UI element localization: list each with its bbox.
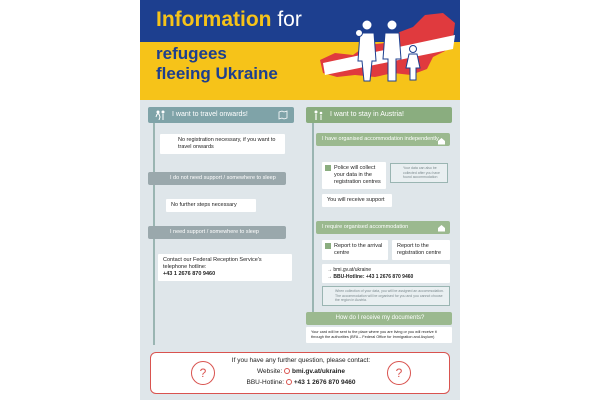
footer-hotline-row [151,379,451,386]
report-arrival-text: Report to the arrival centre [334,243,383,256]
page-title [156,8,302,32]
organised-title: I have organised accommodation independently [322,136,439,142]
website-link[interactable]: bmi.gv.at/ukraine [292,368,345,375]
title-line2: refugees [156,44,227,63]
report-registration-text: Report to the registration centre [397,243,442,256]
documents-title: How do I receive my documents? [335,315,425,321]
poster [140,0,460,400]
side-note-2 [322,286,450,306]
no-support-header [148,172,286,185]
no-further-steps-text: No further steps necessary [171,202,237,208]
title-part2: for [271,8,302,31]
hotline-value[interactable]: +43 1 2676 870 9460 [293,379,356,386]
report-arrival-box [322,240,388,260]
question-bubble-icon: ? [191,361,215,385]
hotline-label: BBU-Hotline: [246,379,285,386]
need-support-title: I need support / somewhere to sleep [170,229,259,235]
globe-icon [284,368,290,374]
documents-text: Your card will be sent to the place where you are living or you will receive it through the authorities (BFA – Federal Office for Immigration and Asylum) [311,330,437,339]
map-icon [278,110,288,120]
contact-text: Contact our Federal Reception Service's telephone hotline: [163,257,262,270]
no-support-title: I do not need support / somewhere to sleep [170,175,276,181]
family-small-icon [312,110,324,120]
require-title: I require organised accommodation [322,224,409,230]
police-collect-text: Police will collect your data in the registration centres [334,165,381,185]
page-subtitle [156,44,278,84]
hotline-line: → BBU-Hotline: +43 1 2676 870 9460 [327,273,414,280]
section-stay-austria [306,107,452,123]
section-travel-onwards-title: I want to travel onwards! [172,111,248,118]
title-part1: Information [156,8,272,31]
house-icon-2 [437,224,446,232]
contact-footer [150,352,450,394]
checkbox-icon [325,165,331,171]
links-box [322,264,450,283]
title-line3: fleeing Ukraine [156,64,278,83]
link-line[interactable]: → bmi.gv.at/ukraine [327,267,372,273]
section-travel-onwards [148,107,294,123]
no-registration-box [160,134,285,154]
phone-icon [286,379,292,385]
require-accommodation-header [316,221,450,234]
checkbox-icon-2 [325,243,331,249]
side-note-2-text: When collection of your data, you will be assigned an accommodation. The accommodation will be organised for you and you cannot choose the region in Austria. [335,289,444,302]
contact-hotline: +43 1 2676 870 9460 [163,271,216,277]
contact-box [158,254,292,281]
website-label: Website: [257,368,283,375]
no-registration-text: No registration necessary, if you want to travel onwards [178,137,276,150]
documents-box [306,327,452,343]
footer-website-row [151,368,451,375]
organised-accommodation-header [316,133,450,146]
side-note-1 [390,163,448,183]
need-support-header [148,226,286,239]
no-further-steps-box [166,199,256,212]
walking-person-icon [154,110,166,120]
footer-question: If you have any further question, please contact: [231,357,371,364]
side-note-1-text: Your data can also be collected after you have found accommodation [403,166,440,179]
receive-support-text: You will receive support [327,197,385,203]
austria-map-icon [315,5,460,90]
house-icon [437,137,446,145]
report-registration-box [392,240,450,260]
receive-support-box [322,194,392,207]
documents-header [306,312,452,325]
right-column-line [312,123,314,323]
police-collect-box [322,162,386,189]
section-stay-austria-title: I want to stay in Austria! [330,111,404,118]
question-bubble-icon-2: ? [387,361,411,385]
